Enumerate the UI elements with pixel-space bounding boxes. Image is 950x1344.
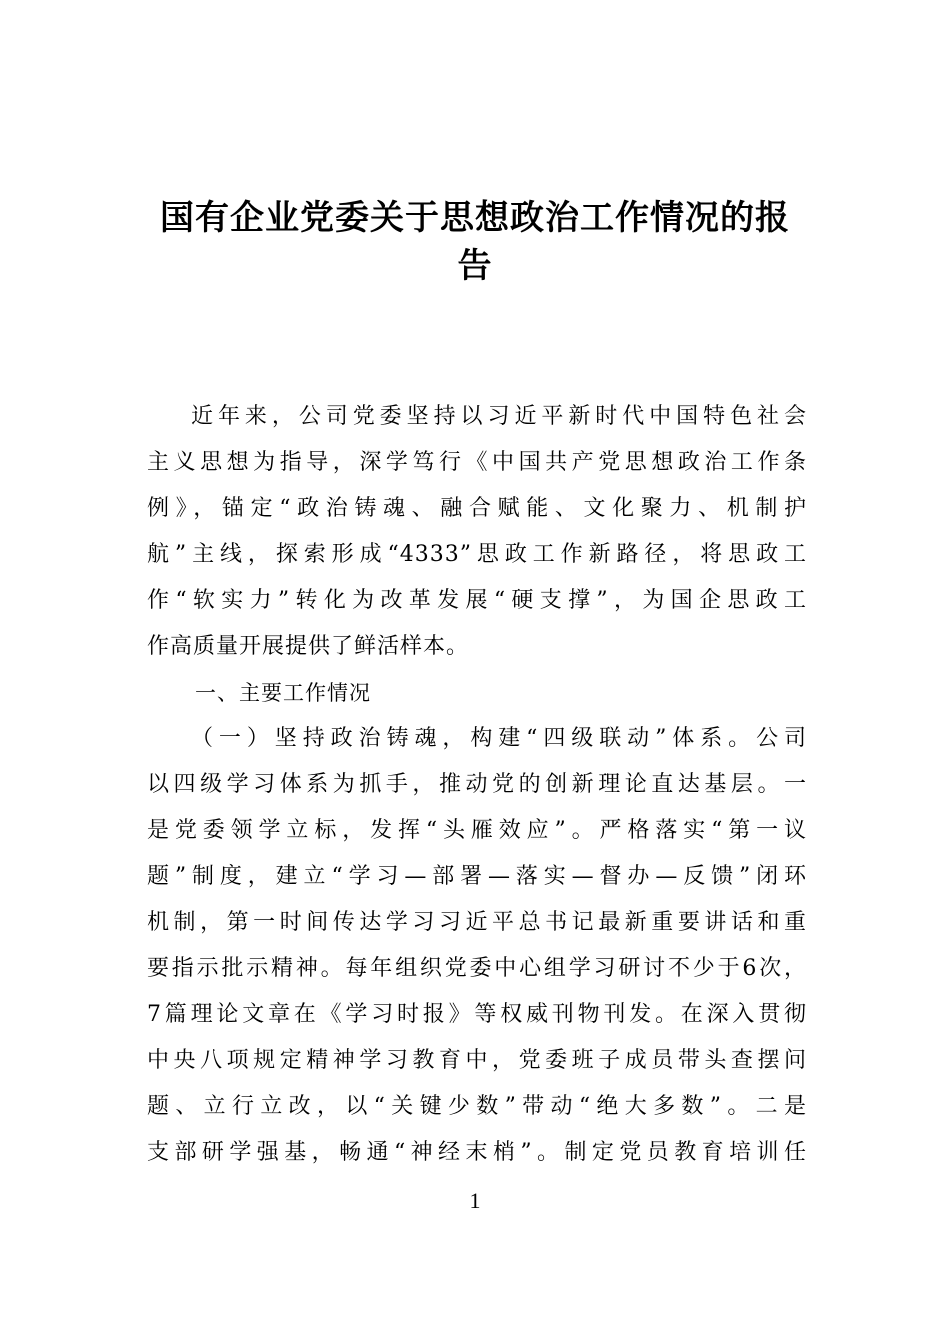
paragraph-1-line-3: 例》，锚定“政治铸魂、融合赋能、文化聚力、机制护 [147, 496, 807, 521]
paragraph-2-line-8: 中央八项规定精神学习教育中，党委班子成员带头查摆问 [147, 1048, 807, 1073]
document-title-line-2: 告 [457, 246, 493, 286]
paragraph-2-line-2: 以四级学习体系为抓手，推动党的创新理论直达基层。一 [147, 772, 807, 797]
page-number: 1 [469, 1188, 481, 1213]
paragraph-2-line-1: （一）坚持政治铸魂，构建“四级联动”体系。公司 [191, 726, 807, 751]
document-title-line-1: 国有企业党委关于思想政治工作情况的报 [160, 198, 790, 238]
document-body [147, 394, 807, 1176]
paragraph-2-line-3: 是党委领学立标，发挥“头雁效应”。严格落实“第一议 [147, 818, 807, 843]
paragraph-2-line-7: 7篇理论文章在《学习时报》等权威刊物刊发。在深入贯彻 [147, 1002, 807, 1027]
paragraph-2-line-10: 支部研学强基，畅通“神经末梢”。制定党员教育培训任 [147, 1140, 807, 1165]
paragraph-2-line-4: 题”制度，建立“学习—部署—落实—督办—反馈”闭环 [147, 864, 807, 889]
paragraph-1-line-5: 作“软实力”转化为改革发展“硬支撑”，为国企思政工 [147, 588, 807, 613]
section-heading: 一、主要工作情况 [195, 681, 371, 705]
paragraph-1-line-2: 主义思想为指导，深学笃行《中国共产党思想政治工作条 [147, 450, 807, 475]
paragraph-1-line-6: 作高质量开展提供了鲜活样本。 [147, 634, 470, 659]
paragraph-2-line-5: 机制，第一时间传达学习习近平总书记最新重要讲话和重 [147, 910, 807, 935]
paragraph-2-line-9: 题、立行立改，以“关键少数”带动“绝大多数”。二是 [147, 1094, 807, 1119]
paragraph-2-line-6: 要指示批示精神。每年组织党委中心组学习研讨不少于6次， [147, 956, 807, 981]
paragraph-1-line-4: 航”主线，探索形成“4333”思政工作新路径，将思政工 [147, 542, 807, 567]
paragraph-1-line-1: 近年来，公司党委坚持以习近平新时代中国特色社会 [191, 404, 807, 429]
